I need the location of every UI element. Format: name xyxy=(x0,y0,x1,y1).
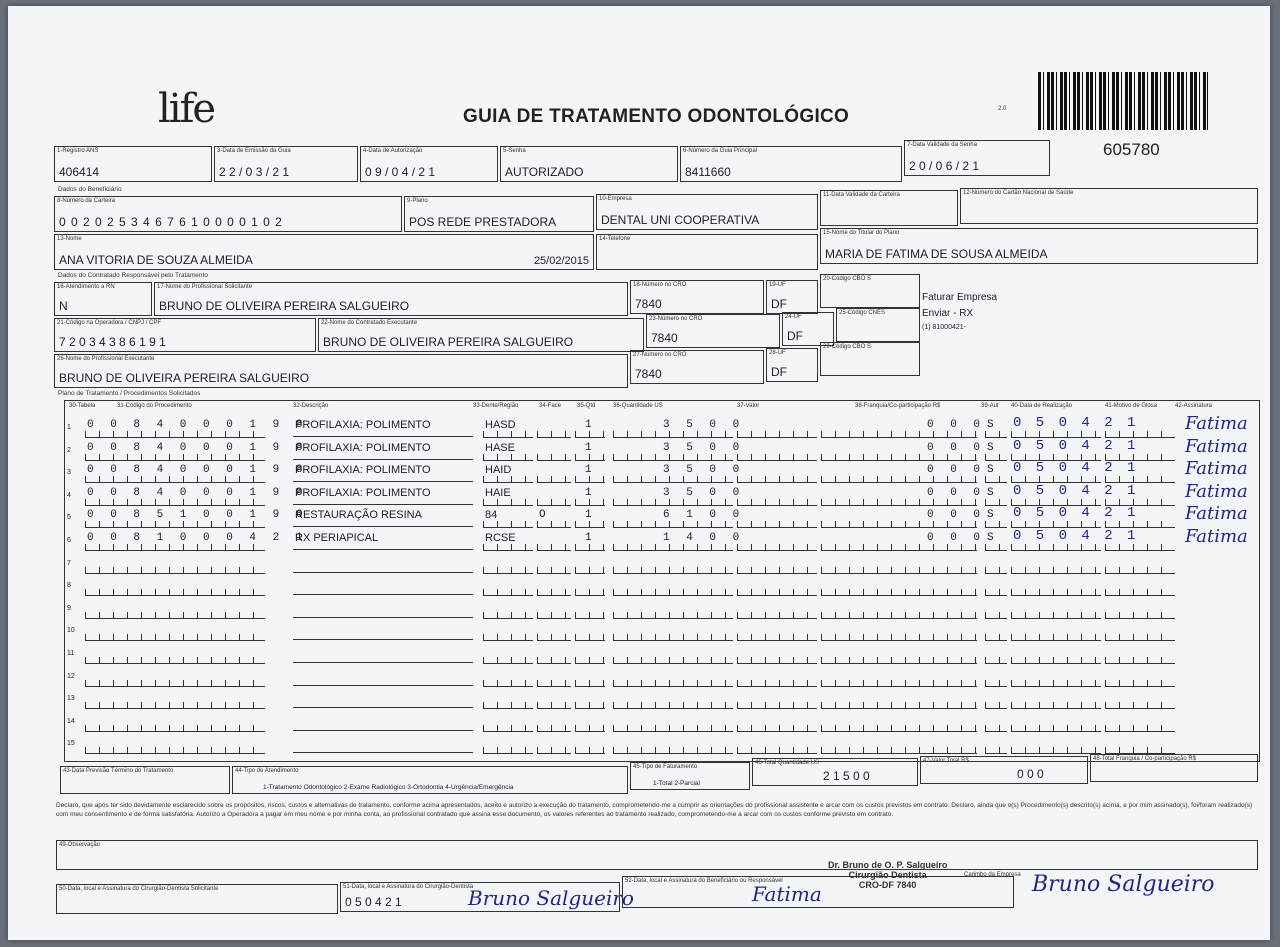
atendimento-rn-field[interactable]: 16-Atendimento a RN N xyxy=(54,282,152,316)
numero-carteira-field[interactable]: 8-Número da Carteira 0 0 2 0 2 5 3 4 6 7 6 1 0 0 0 0 1 0 2 xyxy=(54,196,402,232)
row-number: 7 xyxy=(67,559,71,567)
row-number: 9 xyxy=(67,604,71,612)
table-row[interactable] xyxy=(65,435,1259,460)
table-row[interactable] xyxy=(65,664,1259,686)
cell-franq-value: 0 0 0 xyxy=(927,509,986,522)
cell-aut-value: S xyxy=(987,419,999,431)
cell-desc-value: PROFILAXIA: POLIMENTO xyxy=(295,486,431,499)
cell-desc-value: PROFILAXIA: POLIMENTO xyxy=(295,464,431,477)
profissional-executante-field[interactable]: 26-Nome do Profissional Executante BRUNO DE OLIVEIRA PEREIRA SALGUEIRO xyxy=(54,354,628,388)
row-signature: Fatima xyxy=(1185,480,1248,502)
signature-dentist-stamp: Bruno Salgueiro xyxy=(1032,872,1215,897)
cell-us-value: 6 1 0 0 xyxy=(663,509,745,522)
plano-field[interactable]: 9-Plano POS REDE PRESTADORA xyxy=(404,196,594,232)
cell-qtd[interactable] xyxy=(575,747,605,754)
cell-us[interactable] xyxy=(613,747,733,754)
cell-data-value: 0 5 0 4 2 1 xyxy=(1013,415,1139,431)
cell-qtd-value: 1 xyxy=(585,486,597,499)
cell-qtd-value: 1 xyxy=(585,509,597,522)
cell-face-value: O xyxy=(539,509,551,522)
data-emissao-field[interactable]: 3-Data de Emissão da Guia 2 2 / 0 3 / 2 1 xyxy=(214,146,358,182)
assinatura-solicitante-field[interactable]: 50-Data, local e Assinatura do Cirurgião-Dentista Solicitante xyxy=(56,884,338,914)
senha-field[interactable]: 5-Senha AUTORIZADO xyxy=(500,146,678,182)
form-version: 2.0 xyxy=(998,106,1007,112)
previsao-field[interactable]: 43-Data Previsão Término do Tratamento xyxy=(60,766,230,794)
signature-beneficiario: Fatima xyxy=(752,882,822,906)
row-number: 12 xyxy=(67,672,75,680)
table-row[interactable] xyxy=(65,528,1259,550)
table-row[interactable] xyxy=(65,731,1259,753)
nome-field[interactable]: 13-Nome ANA VITORIA DE SOUZA ALMEIDA 25/02/2015 xyxy=(54,234,594,270)
cell-desc-value: PROFILAXIA: POLIMENTO xyxy=(295,441,431,454)
header-codigo: 31-Código do Procedimento xyxy=(117,403,192,409)
guide-number: 605780 xyxy=(1103,140,1160,159)
cell-us-value: 3 5 0 0 xyxy=(663,441,745,454)
cell-franq-value: 0 0 0 xyxy=(927,486,986,499)
side-note-code: (1) 81000421- xyxy=(922,324,966,331)
cell-code-value: 0 0 8 5 1 0 0 1 9 6 xyxy=(87,509,308,522)
header-aut: 39-Aut xyxy=(981,403,999,409)
table-row[interactable] xyxy=(65,573,1259,595)
barcode-icon xyxy=(1038,72,1208,130)
cell-aut-value: S xyxy=(987,464,999,477)
table-row[interactable] xyxy=(65,686,1259,708)
header-face: 34-Face xyxy=(539,403,562,409)
cell-franq-value: 0 0 0 xyxy=(927,464,986,477)
row-signature: Fatima xyxy=(1185,526,1248,547)
empresa-field[interactable]: 10-Empresa DENTAL UNI COOPERATIVA xyxy=(596,194,818,230)
uf1-field[interactable]: 19-UF DF xyxy=(766,280,818,314)
cell-qtd-value: 1 xyxy=(585,532,597,544)
cell-dente-value: RCSE xyxy=(485,532,516,544)
cell-code[interactable] xyxy=(85,747,265,754)
data-autorizacao-field[interactable]: 4-Data de Autorização 0 9 / 0 4 / 2 1 xyxy=(360,146,498,182)
total-franquia-field[interactable]: 48-Total Franquia / Co-participação R$ xyxy=(1090,754,1258,782)
data-nascimento: 25/02/2015 xyxy=(533,255,589,267)
cell-code-value: 0 0 8 4 0 0 0 1 9 8 xyxy=(87,419,308,431)
section-procedimentos: Plano de Tratamento / Procedimentos Solicitados xyxy=(58,390,201,397)
header-qtd: 35-Qtd xyxy=(577,403,596,409)
cell-us-value: 3 5 0 0 xyxy=(663,419,745,431)
cell-aut-value: S xyxy=(987,532,999,544)
cell-code-value: 0 0 8 1 0 0 0 4 2 1 xyxy=(87,532,308,544)
guide-sheet xyxy=(8,6,1270,940)
cell-desc-value: PROFILAXIA: POLIMENTO xyxy=(295,419,431,431)
row-number: 5 xyxy=(67,514,71,522)
cell-dente-value: HASE xyxy=(485,441,515,454)
section-beneficiario: Dados do Beneficiário xyxy=(58,186,122,193)
side-note-enviar: Enviar - RX xyxy=(922,308,974,319)
observacao-field[interactable]: 49-Observação xyxy=(56,840,1258,870)
cell-code-value: 0 0 8 4 0 0 0 1 9 8 xyxy=(87,441,308,454)
cell-desc-value: RESTAURAÇÃO RESINA xyxy=(295,509,422,522)
cell-us-value: 3 5 0 0 xyxy=(663,464,745,477)
header-glosa: 41-Motivo de Glosa xyxy=(1105,403,1158,409)
total-us-field[interactable]: 46-Total Quantidade US 2 1 5 0 0 xyxy=(752,758,918,786)
cell-data-value: 0 5 0 4 2 1 xyxy=(1013,505,1139,522)
cnes-field[interactable]: 25-Código CNES xyxy=(836,308,920,342)
cell-code-value: 0 0 8 4 0 0 0 1 9 8 xyxy=(87,464,308,477)
row-number: 10 xyxy=(67,627,75,635)
row-signature: Fatima xyxy=(1185,435,1248,457)
stamp-name: Dr. Bruno de O. P. Salgueiro xyxy=(828,860,948,870)
cell-desc-value: RX PERIAPICAL xyxy=(295,532,379,544)
row-number: 3 xyxy=(67,469,71,477)
cell-valor[interactable] xyxy=(737,747,817,754)
cell-dente[interactable] xyxy=(483,747,533,754)
tipo-faturamento-field[interactable]: 45-Tipo de Faturamento 1-Total 2-Parcial xyxy=(630,762,750,790)
header-us: 36-Quantidade US xyxy=(613,403,663,409)
row-number: 8 xyxy=(67,582,71,590)
section-contratado: Dados do Contratado Responsável pelo Tratamento xyxy=(58,272,208,279)
cell-data-value: 0 5 0 4 2 1 xyxy=(1013,482,1139,499)
cell-qtd-value: 1 xyxy=(585,441,597,454)
cro2-field[interactable]: 23-Número no CRO 7840 xyxy=(646,314,780,348)
header-dente: 33-Dente/Região xyxy=(473,403,519,409)
uf2-field[interactable]: 24-UF DF xyxy=(782,312,834,346)
cell-data-value: 0 5 0 4 2 1 xyxy=(1013,460,1139,477)
dentist-stamp xyxy=(828,860,947,890)
row-signature: Fatima xyxy=(1185,458,1248,480)
procedures-table xyxy=(64,400,1260,762)
cbo1-field[interactable]: 20-Código CBO S xyxy=(820,274,920,308)
assinatura-beneficiario-field[interactable]: 52-Data, local e Assinatura do Beneficiário ou Responsável xyxy=(622,876,1014,908)
nome-titular-field[interactable]: 15-Nome do Titular do Plano MARIA DE FATIMA DE SOUSA ALMEIDA xyxy=(820,228,1258,264)
cell-data[interactable] xyxy=(1011,747,1101,754)
guia-principal-field[interactable]: 6-Número da Guia Principal 8411660 xyxy=(680,146,902,182)
row-number: 11 xyxy=(67,650,75,657)
cro3-field[interactable]: 27-Número no CRO 7840 xyxy=(630,350,764,384)
cell-dente-value: HAIE xyxy=(485,486,511,499)
row-number: 2 xyxy=(67,446,71,454)
contratado-executante-field[interactable]: 22-Nome do Contratado Executante BRUNO DE OLIVEIRA PEREIRA SALGUEIRO xyxy=(318,318,644,352)
registro-ans-field[interactable]: 1-Registro ANS 406414 xyxy=(54,146,212,182)
cell-aut[interactable] xyxy=(985,747,1007,754)
table-row[interactable] xyxy=(65,618,1259,640)
cell-dente-value: 84 xyxy=(485,509,498,522)
row-number: 15 xyxy=(67,740,75,748)
cell-aut-value: S xyxy=(987,441,999,454)
cell-data-value: 0 5 0 4 2 1 xyxy=(1013,528,1139,544)
table-row[interactable] xyxy=(65,415,1259,437)
cell-aut-value: S xyxy=(987,509,999,522)
cartao-nacional-field[interactable]: 12-Número do Cartão Nacional de Saúde xyxy=(960,188,1258,224)
cro1-field[interactable]: 18-Número no CRO 7840 xyxy=(630,280,764,314)
declaration-text: Declaro, que após ter sido devidamente esclarecido sobre os propósitos, riscos, custos e alternativas de tratamento, conforme acima apresentados, aceito e autorizo a execução do tratamento, comprometendo-me a cumprir as orientações do profissional assistente e arcar com os custos previstos em contrato. Declaro, ainda que o(s) Procedimento(s) descrito(s) acima, e por mim assinado(s), foi/foram realizado(s) com meu consentimento e de forma satisfatória. Autorizo a Operadora a pagar em meu nome e por minha conta, ao profissional contratado que assina esse documento, os valores referentes ao tratamento realizado, comprometendo-me a arcar com os custos conforme previsto em contrato. xyxy=(56,802,1253,818)
table-row[interactable] xyxy=(65,709,1259,731)
assinatura-executante-field[interactable]: 51-Data, local e Assinatura do Cirurgião-Dentista 0 5 0 4 2 1 xyxy=(340,882,620,912)
validade-carteira-field[interactable]: 11-Data Validade da Carteira xyxy=(820,190,958,226)
cell-qtd-value: 1 xyxy=(585,419,597,431)
table-row[interactable] xyxy=(65,551,1259,573)
stamp-cro: CRO-DF 7840 xyxy=(858,880,917,890)
cell-data-value: 0 5 0 4 2 1 xyxy=(1013,437,1139,454)
table-row[interactable] xyxy=(65,641,1259,663)
carimbo-label: Carimbo da Empresa xyxy=(964,872,1021,878)
row-signature: Fatima xyxy=(1185,503,1248,525)
cell-aut-value: S xyxy=(987,486,999,499)
cell-franq-value: 0 0 0 xyxy=(927,419,986,431)
cell-qtd-value: 1 xyxy=(585,464,597,477)
header-assinatura: 42-Assinatura xyxy=(1175,403,1213,409)
row-number: 4 xyxy=(67,491,71,499)
header-valor: 37-Valor xyxy=(737,403,760,409)
cell-desc[interactable] xyxy=(293,752,473,753)
validade-senha-field[interactable]: 7-Data Validade da Senha 2 0 / 0 6 / 2 1 xyxy=(904,140,1050,176)
table-row[interactable] xyxy=(65,505,1259,527)
tipo-atendimento-field[interactable]: 44-Tipo de Atendimento 1-Tratamento Odontológico 2-Exame Radiológico 3-Ortodontia 4-Urgência/Emergência xyxy=(232,766,628,794)
header-franquia: 38-Franquia/Co-participação R$ xyxy=(855,403,941,409)
cell-code-value: 0 0 8 4 0 0 0 1 9 8 xyxy=(87,486,308,499)
cell-dente-value: HASD xyxy=(485,419,516,431)
cell-franq-value: 0 0 0 xyxy=(927,532,986,544)
uf3-field[interactable]: 28-UF DF xyxy=(766,348,818,382)
row-signature: Fatima xyxy=(1185,413,1248,434)
header-tabela: 30-Tabela xyxy=(69,403,96,409)
cell-us-value: 3 5 0 0 xyxy=(663,486,745,499)
valor-total-field[interactable]: 47-Valor Total R$ 0 0 0 xyxy=(920,756,1088,784)
cbo3-field[interactable]: 29-Código CBO S xyxy=(820,342,920,376)
table-row[interactable] xyxy=(65,596,1259,618)
table-row[interactable] xyxy=(65,480,1259,505)
signature-dentist-executante: Bruno Salgueiro xyxy=(468,886,634,910)
header-data: 40-Data de Realização xyxy=(1011,403,1073,409)
table-row[interactable] xyxy=(65,460,1259,482)
codigo-operadora-field[interactable]: 21-Código na Operadora / CNPJ / CPF 7 2 0 3 4 3 8 6 1 9 1 xyxy=(54,318,316,352)
side-note-faturar: Faturar Empresa xyxy=(922,292,998,303)
cell-dente-value: HAID xyxy=(485,464,512,477)
cell-us-value: 1 4 0 0 xyxy=(663,532,745,544)
header-descricao: 32-Descrição xyxy=(293,403,329,409)
row-number: 1 xyxy=(67,424,71,431)
telefone-field[interactable]: 14-Telefone xyxy=(596,234,818,270)
row-number: 13 xyxy=(67,695,75,703)
cell-franq-value: 0 0 0 xyxy=(927,441,986,454)
row-number: 14 xyxy=(67,717,75,725)
profissional-solicitante-field[interactable]: 17-Nome do Profissional Solicitante BRUNO DE OLIVEIRA PEREIRA SALGUEIRO xyxy=(154,282,628,316)
cell-franq[interactable] xyxy=(821,747,977,754)
row-number: 6 xyxy=(67,537,71,544)
stamp-role: Cirurgião Dentista xyxy=(848,870,927,880)
life-logo: life xyxy=(158,86,215,132)
form-title: GUIA DE TRATAMENTO ODONTOLÓGICO xyxy=(463,106,850,127)
cell-face[interactable] xyxy=(537,747,571,754)
